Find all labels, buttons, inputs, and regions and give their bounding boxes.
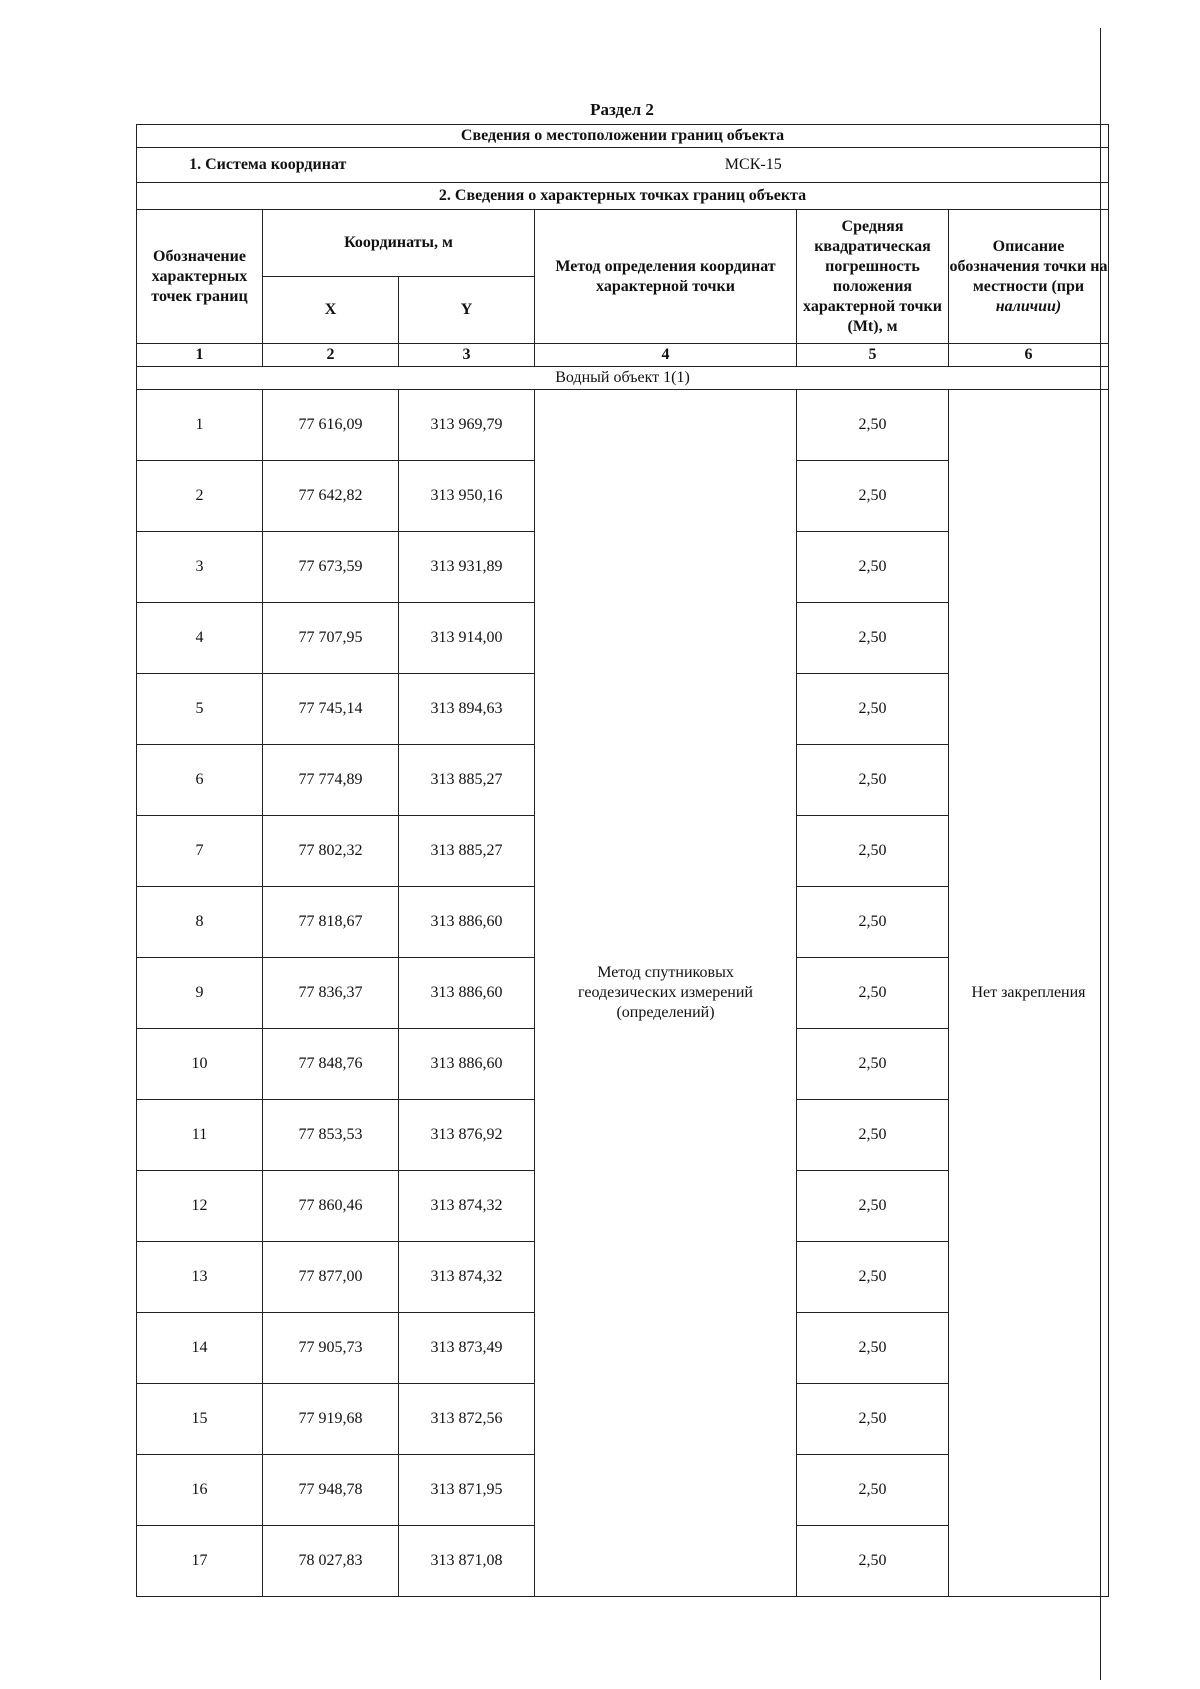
point-y: 313 886,60 [399,1029,535,1100]
coordinate-system-label: 1. Система координат [137,148,399,183]
point-number: 14 [137,1313,263,1384]
point-number: 2 [137,461,263,532]
point-number: 6 [137,745,263,816]
column-number: 5 [797,344,949,367]
column-number: 1 [137,344,263,367]
point-x: 77 848,76 [263,1029,399,1100]
column-number: 4 [535,344,797,367]
point-error: 2,50 [797,1526,949,1597]
method-cell: Метод спутниковых геодезических измерений (определений) [535,390,797,1597]
point-y: 313 894,63 [399,674,535,745]
point-error: 2,50 [797,1029,949,1100]
point-x: 77 745,14 [263,674,399,745]
point-number: 7 [137,816,263,887]
point-error: 2,50 [797,1171,949,1242]
point-y: 313 876,92 [399,1100,535,1171]
point-y: 313 874,32 [399,1242,535,1313]
point-y: 313 969,79 [399,390,535,461]
point-y: 313 885,27 [399,816,535,887]
header-designation: Обозначение характерных точек границ [137,210,263,344]
point-y: 313 874,32 [399,1171,535,1242]
header-method: Метод определения координат характерной точки [535,210,797,344]
boundary-points-table [136,124,1109,1597]
point-number: 8 [137,887,263,958]
point-number: 15 [137,1384,263,1455]
point-error: 2,50 [797,674,949,745]
point-x: 77 860,46 [263,1171,399,1242]
point-number: 17 [137,1526,263,1597]
point-number: 9 [137,958,263,1029]
point-y: 313 885,27 [399,745,535,816]
point-x: 77 919,68 [263,1384,399,1455]
point-x: 77 616,09 [263,390,399,461]
point-error: 2,50 [797,1100,949,1171]
point-x: 77 948,78 [263,1455,399,1526]
point-error: 2,50 [797,390,949,461]
coordinate-system-value: МСК-15 [399,148,1109,183]
point-number: 3 [137,532,263,603]
point-x: 77 642,82 [263,461,399,532]
point-y: 313 950,16 [399,461,535,532]
point-x: 77 853,53 [263,1100,399,1171]
point-x: 77 905,73 [263,1313,399,1384]
point-x: 77 877,00 [263,1242,399,1313]
point-number: 13 [137,1242,263,1313]
point-x: 77 836,37 [263,958,399,1029]
point-y: 313 871,08 [399,1526,535,1597]
point-error: 2,50 [797,958,949,1029]
section-heading: Раздел 2 [590,100,654,119]
points-section-title: 2. Сведения о характерных точках границ объекта [137,183,1109,210]
point-number: 12 [137,1171,263,1242]
header-description [949,210,1109,344]
point-x: 77 673,59 [263,532,399,603]
column-number: 2 [263,344,399,367]
point-number: 1 [137,390,263,461]
header-y: Y [399,277,535,344]
point-y: 313 886,60 [399,887,535,958]
header-description-main: Описание обозначения точки на местности (при [949,237,1108,295]
header-description-italic: наличии) [995,297,1062,315]
table-title: Сведения о местоположении границ объекта [137,125,1109,148]
point-error: 2,50 [797,745,949,816]
point-error: 2,50 [797,1455,949,1526]
point-error: 2,50 [797,887,949,958]
point-y: 313 872,56 [399,1384,535,1455]
table-row [137,390,1109,461]
point-error: 2,50 [797,461,949,532]
point-number: 5 [137,674,263,745]
point-x: 77 707,95 [263,603,399,674]
point-error: 2,50 [797,532,949,603]
point-number: 11 [137,1100,263,1171]
point-error: 2,50 [797,1242,949,1313]
header-error: Средняя квадратическая погрешность положения характерной точки (Mt), м [797,210,949,344]
point-x: 77 818,67 [263,887,399,958]
point-y: 313 873,49 [399,1313,535,1384]
header-x: X [263,277,399,344]
point-x: 77 774,89 [263,745,399,816]
column-number: 6 [949,344,1109,367]
column-number: 3 [399,344,535,367]
point-number: 16 [137,1455,263,1526]
point-y: 313 914,00 [399,603,535,674]
description-cell: Нет закрепления [949,390,1109,1597]
point-number: 10 [137,1029,263,1100]
point-y: 313 886,60 [399,958,535,1029]
object-label: Водный объект 1(1) [137,367,1109,390]
point-x: 77 802,32 [263,816,399,887]
point-number: 4 [137,603,263,674]
point-error: 2,50 [797,1384,949,1455]
point-y: 313 931,89 [399,532,535,603]
point-error: 2,50 [797,603,949,674]
point-error: 2,50 [797,816,949,887]
point-x: 78 027,83 [263,1526,399,1597]
point-error: 2,50 [797,1313,949,1384]
header-coordinates: Координаты, м [263,210,535,277]
point-y: 313 871,95 [399,1455,535,1526]
